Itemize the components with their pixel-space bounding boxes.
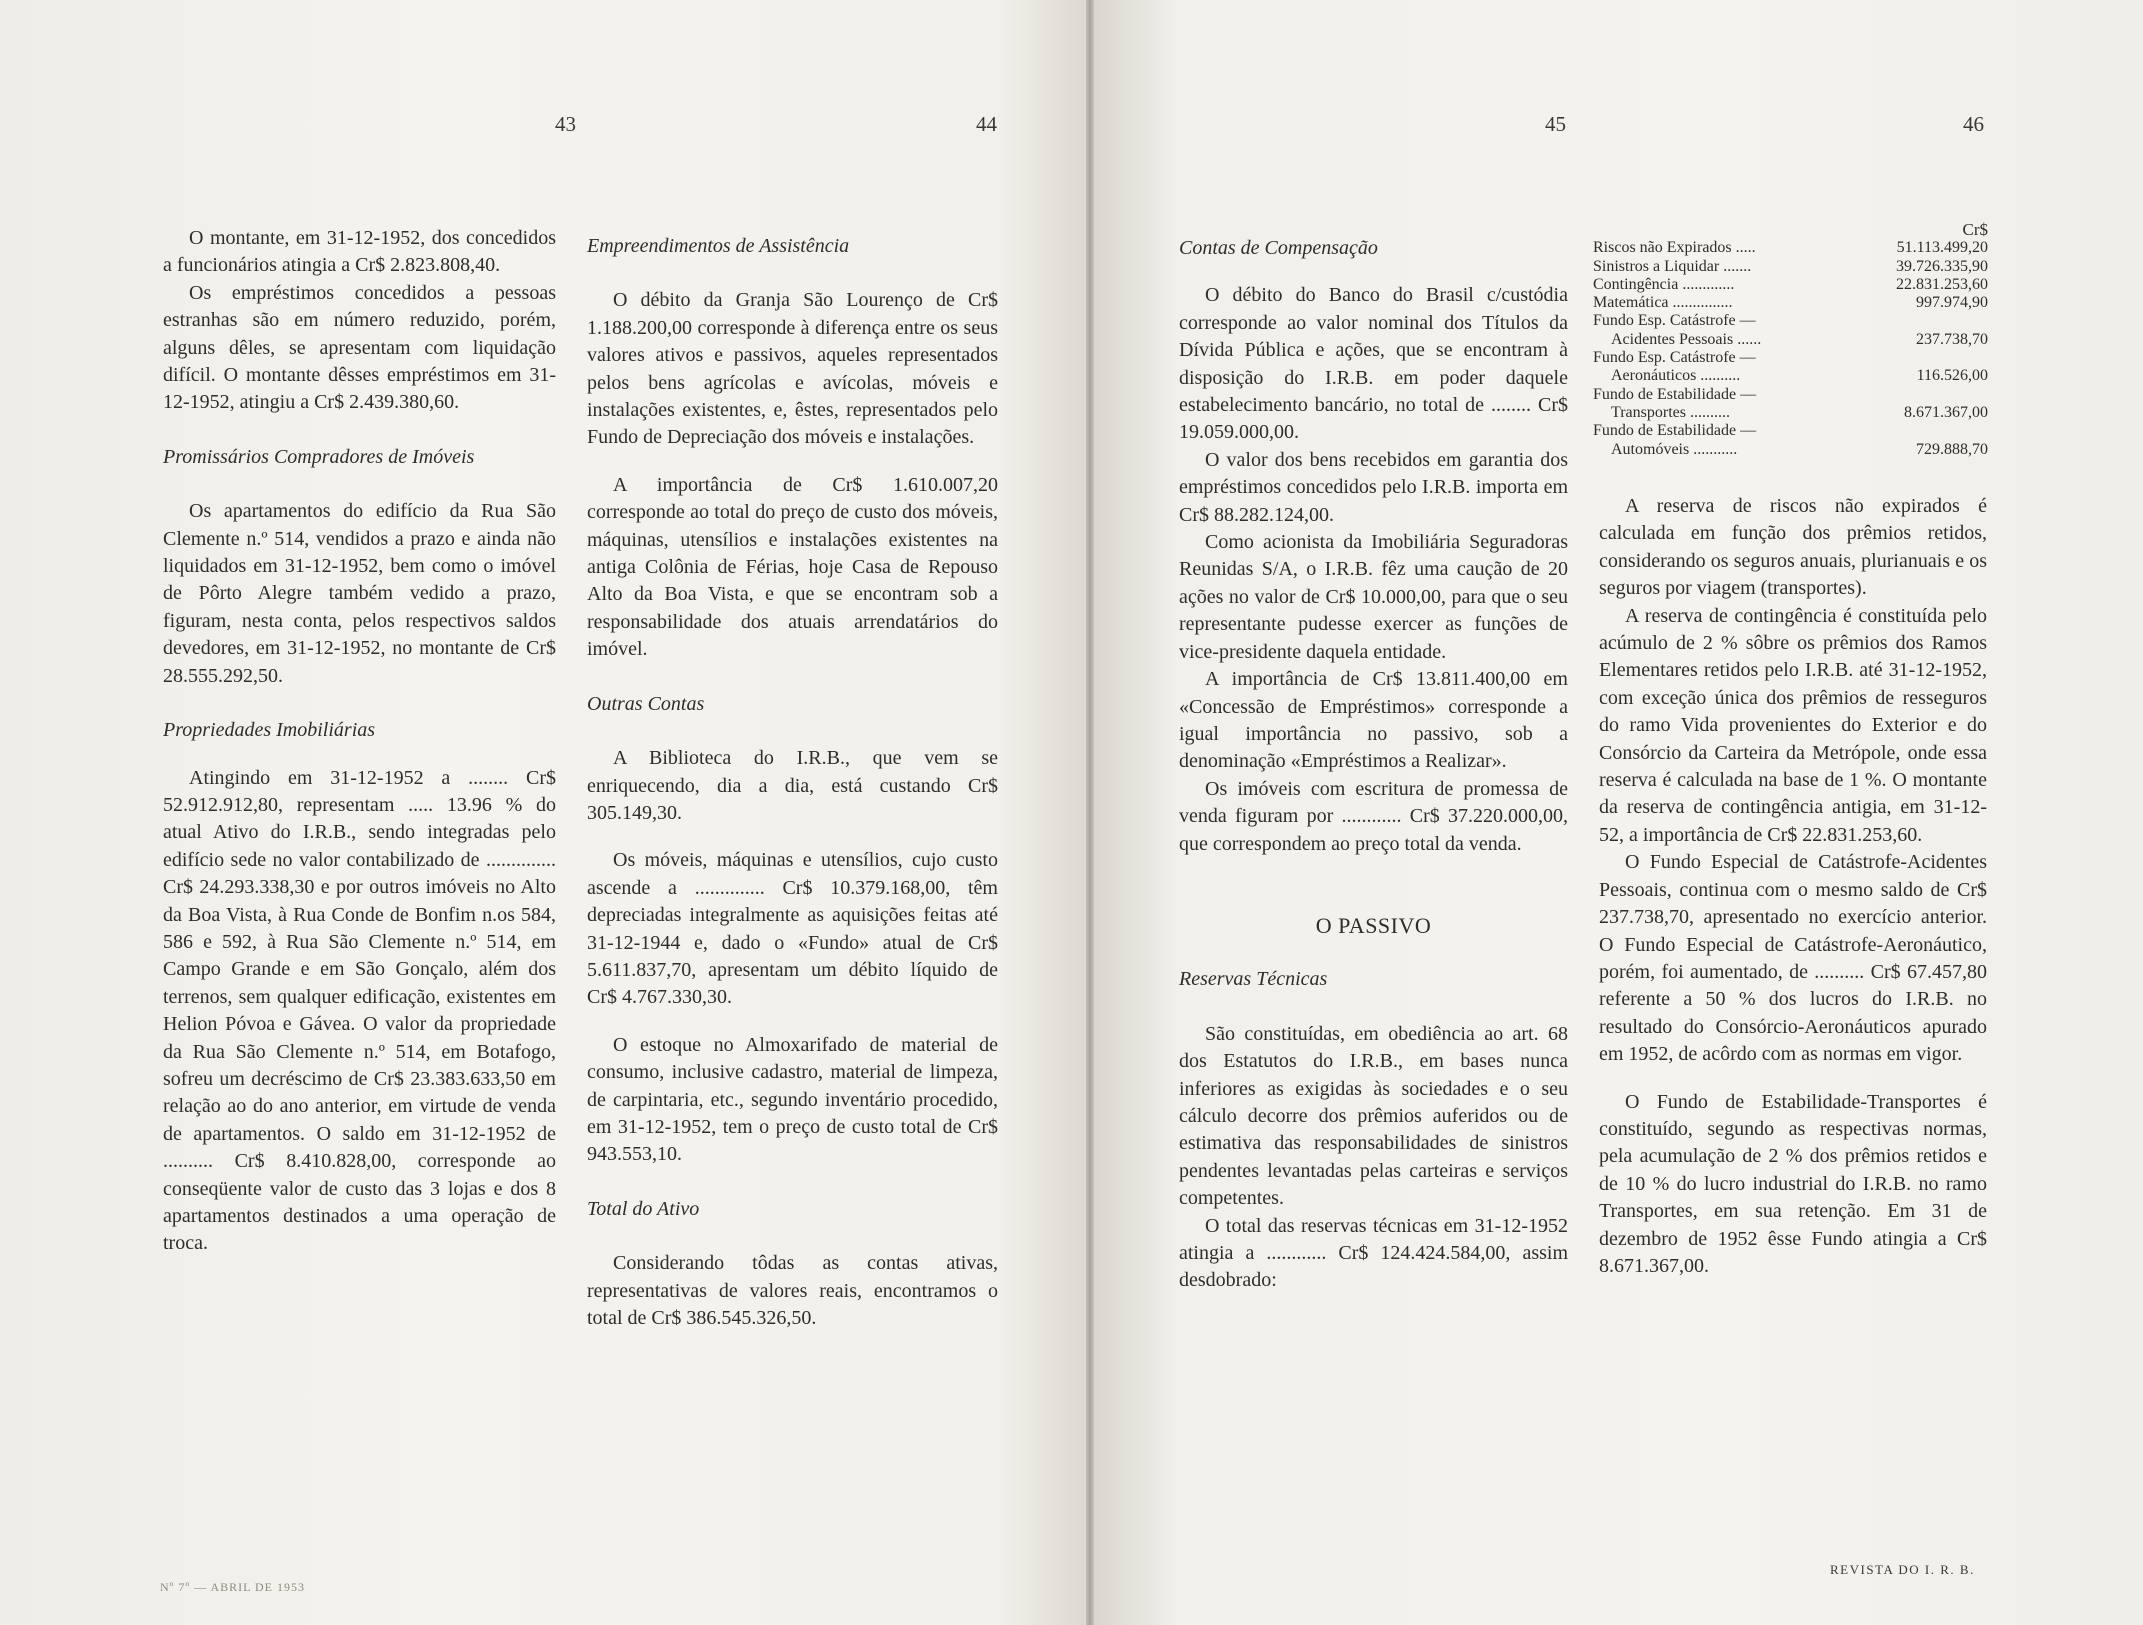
- spacer: [1179, 994, 1568, 1021]
- paragraph: Os empréstimos concedidos a pessoas estranhas são em número reduzido, porém, alguns dêles, se apresentam com liquidação difícil. O montante dêsses empréstimos em 31-12-1952, atingiu a Cr$ 2.439.380,60.: [163, 281, 556, 414]
- spacer: [587, 1012, 998, 1032]
- reserve-value: 729.888,70: [1916, 440, 1988, 458]
- reserve-value: [1848, 312, 1988, 330]
- reserves-row: [1593, 312, 1988, 330]
- paragraph: O total das reservas técnicas em 31-12-1952 atingia a ............ Cr$ 124.424.584,00, assim desdobrado:: [1179, 1214, 1568, 1292]
- section-heading: Promissários Compradores de Imóveis: [163, 445, 475, 468]
- reserve-value: 116.526,00: [1916, 367, 1988, 385]
- spacer: [1179, 939, 1568, 966]
- reserves-row: [1593, 367, 1988, 385]
- reserve-value: 51.113.499,20: [1896, 239, 1988, 257]
- paragraph: A Biblioteca do I.R.B., que vem se enriquecendo, dia a dia, está custando Cr$ 305.149,30.: [587, 747, 998, 824]
- paragraph: A importância de Cr$ 13.811.400,00 em «Concessão de Empréstimos» corresponde a igual importância no passivo, sob a denominação «Empréstimos a Realizar».: [1179, 668, 1568, 773]
- paragraph: A importância de Cr$ 1.610.007,20 corresponde ao total do preço de custo dos móveis, máquinas, utensílios e instalações existentes na antiga Colônia de Férias, hoje Casa de Repouso Alto da Boa Vista, e que se encontram sob a responsabilidade dos atuais arrendatários do imóvel.: [587, 473, 998, 661]
- reserve-value: 22.831.253,60: [1896, 275, 1988, 293]
- spacer: [1179, 885, 1568, 912]
- spacer: [1179, 262, 1568, 282]
- reserves-row: [1593, 404, 1988, 422]
- page-number-44: 44: [976, 112, 997, 136]
- reserve-label: Fundo de Estabilidade —: [1593, 385, 1757, 403]
- reserves-row: [1593, 258, 1988, 276]
- spacer: [587, 1223, 998, 1250]
- column-page-45: [1179, 235, 1568, 1295]
- spacer: [587, 1169, 998, 1196]
- reserve-value: [1848, 349, 1988, 367]
- reserve-label: Fundo Esp. Catástrofe —: [1593, 312, 1756, 330]
- section-heading: Total do Ativo: [587, 1197, 700, 1220]
- column-page-46: [1599, 493, 1987, 1280]
- reserves-row: [1593, 331, 1988, 349]
- footer-issue: Nº 7º — ABRIL DE 1953: [160, 1580, 305, 1594]
- reserves-row: [1593, 349, 1988, 367]
- book-gutter: [1086, 0, 1094, 1625]
- reserve-value: 997.974,90: [1916, 294, 1988, 312]
- reserve-value: [1848, 386, 1988, 404]
- spacer: [1599, 1069, 1987, 1089]
- reserve-label: Transportes ..........: [1611, 403, 1730, 421]
- paragraph: Os móveis, máquinas e utensílios, cujo custo ascende a .............. Cr$ 10.379.168,00, têm depreciadas integralmente as aquisições feitas até 31-12-1944 e, dado o «Fundo» atual de Cr$ 5.611.837,70, apresentam um débito líquido de Cr$ 4.767.330,30.: [587, 849, 998, 1009]
- reserves-row: [1593, 276, 1988, 294]
- spacer: [163, 417, 556, 444]
- reserve-label: Acidentes Pessoais ......: [1611, 330, 1762, 348]
- spacer: [163, 690, 556, 717]
- reserves-row: [1593, 294, 1988, 312]
- page-number-43: 43: [555, 112, 576, 136]
- reserve-label: Matemática ...............: [1593, 294, 1733, 312]
- paragraph: O débito da Granja São Lourenço de Cr$ 1.188.200,00 corresponde à diferença entre os seus valores ativos e passivos, aqueles representados pelos bens agrícolas e avícolas, móveis e instalações existentes, e, êstes, representados pelo Fundo de Depreciação dos móveis e instalações.: [587, 289, 998, 449]
- paragraph: O Fundo de Estabilidade-Transportes é constituído, segundo as respectivas normas, pela acumulação de 2 % dos prêmios retidos e de 10 % do lucro industrial do I.R.B. no ramo Transportes, em sua retenção. Em 31 de dezembro de 1952 êsse Fundo atingia a Cr$ 8.671.367,00.: [1599, 1090, 1987, 1277]
- section-heading: Reservas Técnicas: [1179, 968, 1328, 991]
- paragraph: O estoque no Almoxarifado de material de consumo, inclusive cadastro, material de limpeza, de carpintaria, etc., segundo inventário procedido, em 31-12-1952, tem o preço de custo total de Cr$ 943.553,10.: [587, 1033, 998, 1166]
- part-heading: O PASSIVO: [1315, 912, 1432, 938]
- reserves-row: [1593, 239, 1988, 257]
- section-heading: Contas de Compensação: [1179, 237, 1378, 259]
- spacer: [587, 452, 998, 472]
- paragraph: Os imóveis com escritura de promessa de venda figuram por ............ Cr$ 37.220.000,00, que correspondem ao preço total da venda.: [1179, 777, 1568, 855]
- page-number-45: 45: [1545, 112, 1566, 136]
- spacer: [163, 745, 556, 765]
- paragraph: Como acionista da Imobiliária Seguradoras Reunidas S/A, o I.R.B. fêz uma caução de 20 ações no valor de Cr$ 10.000,00, para que o seu representante pudesse exercer as funções de vice-presidente daquela entidade.: [1179, 531, 1568, 663]
- section-heading: Propriedades Imobiliárias: [163, 719, 376, 742]
- reserves-row: [1593, 386, 1988, 404]
- reserve-label: Automóveis ...........: [1611, 440, 1738, 458]
- spacer: [163, 471, 556, 498]
- reserve-value: 8.671.367,00: [1904, 403, 1988, 421]
- currency-header: Cr$: [1962, 220, 1988, 239]
- reserves-table: [1593, 221, 1988, 459]
- reserves-row: [1593, 441, 1988, 459]
- reserve-label: Aeronáuticos ..........: [1611, 367, 1741, 385]
- spacer: [587, 664, 998, 691]
- paragraph: O débito do Banco do Brasil c/custódia corresponde ao valor nominal dos Títulos da Dívida Pública e ações, que se encontram à disposição do I.R.B. em poder daquele estabelecimento bancário, no total de ........ Cr$ 19.059.000,00.: [1179, 284, 1568, 444]
- spacer: [587, 260, 998, 287]
- reserve-value: 237.738,70: [1916, 330, 1988, 348]
- page-number-46: 46: [1963, 112, 1984, 136]
- spacer: [587, 827, 998, 847]
- reserves-row: [1593, 422, 1988, 440]
- paragraph: A reserva de contingência é constituída pelo acúmulo de 2 % sôbre os prêmios dos Ramos Elementares retidos pelo I.R.B. até 31-12-1952, com exceção única dos prêmios de resseguros do ramo Vida provenientes do Exterior e do Consórcio da Carteira da Metrópole, onde essa reserva é calculada na base de 1 %. O montante da reserva de contingência antigia, em 31-12-52, a importância de Cr$ 22.831.253,60.: [1599, 604, 1987, 846]
- section-heading: Outras Contas: [587, 692, 705, 715]
- section-heading: Empreendimentos de Assistência: [587, 235, 850, 257]
- paragraph: Atingindo em 31-12-1952 a ........ Cr$ 52.912.912,80, representam ..... 13.96 % do atual Ativo do I.R.B., sendo integradas pelo edifício sede no valor contabilizado de .............. Cr$ 24.293.338,30 e por outros imóveis no Alto da Boa Vista, à Rua Conde de Bonfim n.os 584, 586 e 592, à Rua São Clemente n.º 514, em Campo Grande e em São Gonçalo, além dos terrenos, sem qualquer edificação, existentes em Helion Póvoa e Gávea. O valor da propriedade da Rua São Clemente n.º 514, em Botafogo, sofreu um decréscimo de Cr$ 23.383.633,50 em relação ao do ano anterior, em virtude de venda de apartamentos. O saldo em 31-12-1952 de .......... Cr$ 8.410.828,00, corresponde ao conseqüente valor de custo das 3 lojas e dos 8 apartamentos destinados a uma operação de troca.: [163, 766, 556, 1255]
- paragraph: O montante, em 31-12-1952, dos concedidos a funcionários atingia a Cr$ 2.823.808,40.: [163, 227, 556, 277]
- paragraph: O Fundo Especial de Catástrofe-Acidentes Pessoais, continua com o mesmo saldo de Cr$ 237.738,70, apresentado no exercício anterior. O Fundo Especial de Catástrofe-Aeronáutico, porém, foi aumentado, de .......... Cr$ 67.457,80 referente a 50 % dos lucros do I.R.B. no resultado do Consórcio-Aeronáuticos apurado em 1952, de acôrdo com as normas em vigor.: [1599, 851, 1987, 1066]
- paragraph: Considerando tôdas as contas ativas, representativas de valores reais, encontramos o total de Cr$ 386.545.326,50.: [587, 1252, 998, 1329]
- reserve-label: Sinistros a Liquidar .......: [1593, 257, 1752, 275]
- reserve-value: 39.726.335,90: [1896, 257, 1988, 275]
- column-page-43: [163, 225, 556, 1258]
- footer-journal: REVISTA DO I. R. B.: [1830, 1562, 1975, 1577]
- paragraph: Os apartamentos do edifício da Rua São Clemente n.º 514, vendidos a prazo e ainda não liquidados em 31-12-1952, bem como o imóvel de Pôrto Alegre também vedido a prazo, figuram, nesta conta, pelos respectivos saldos devedores, em 31-12-1952, no montante de Cr$ 28.555.292,50.: [163, 500, 556, 687]
- reserve-label: Riscos não Expirados .....: [1593, 239, 1756, 257]
- paragraph: São constituídas, em obediência ao art. 68 dos Estatutos do I.R.B., em bases nunca inferiores as exigidas às sociedades e o seu cálculo decorre dos prêmios auferidos ou de estimativa das responsabilidades de sinistros pendentes levantadas pelas carteiras e serviços competentes.: [1179, 1022, 1568, 1210]
- spacer: [587, 718, 998, 745]
- reserve-value: [1848, 422, 1988, 440]
- column-page-44: [587, 233, 998, 1332]
- reserve-label: Fundo de Estabilidade —: [1593, 422, 1757, 440]
- reserve-label: Contingência .............: [1593, 275, 1735, 293]
- paragraph: O valor dos bens recebidos em garantia dos empréstimos concedidos pelo I.R.B. importa em Cr$ 88.282.124,00.: [1179, 448, 1568, 526]
- spacer: [1179, 858, 1568, 885]
- reserve-label: Fundo Esp. Catástrofe —: [1593, 349, 1756, 367]
- paragraph: A reserva de riscos não expirados é calculada em função dos prêmios retidos, considerando os seguros anuais, plurianuais e os seguros por viagem (transportes).: [1599, 495, 1987, 600]
